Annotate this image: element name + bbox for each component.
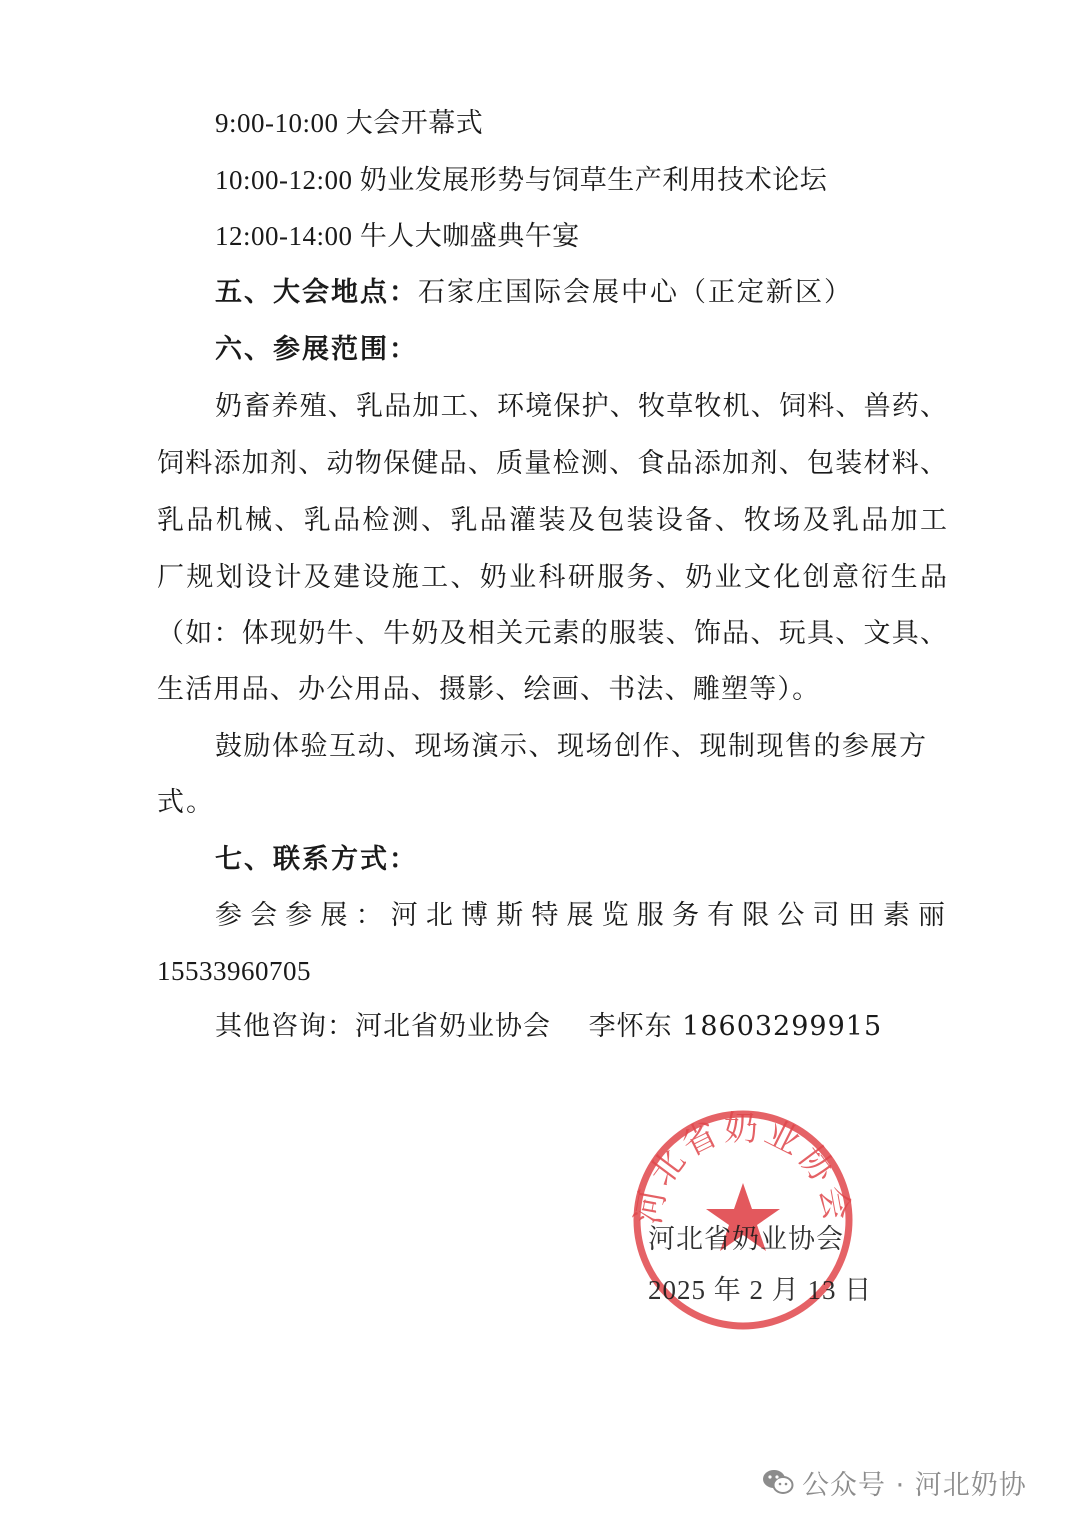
contact-other: 其他咨询：河北省奶业协会 李怀东 18603299915	[215, 1011, 883, 1042]
schedule-time: 9:00-10:00	[215, 108, 339, 138]
scope-line: 生活用品、办公用品、摄影、绘画、书法、雕塑等）。	[157, 674, 821, 705]
scope-line: 乳品机械、乳品检测、乳品灌装及包装设备、牧场及乳品加工	[157, 505, 947, 536]
encourage-line: 式。	[157, 787, 215, 818]
section-heading: 六、参展范围：	[215, 334, 418, 365]
signature-date: 2025 年 2 月 13 日	[648, 1275, 873, 1305]
contact-phone: 15533960705	[157, 956, 311, 986]
schedule-time: 10:00-12:00	[215, 165, 353, 195]
section-venue	[215, 273, 853, 313]
schedule-item	[215, 103, 483, 143]
contact-exhibit: 参会参展：河北博斯特展览服务有限公司田素丽	[215, 900, 945, 931]
encourage-line: 鼓励体验互动、现场演示、现场创作、现制现售的参展方	[215, 731, 928, 762]
schedule-item	[215, 160, 827, 200]
signature-org: 河北省奶业协会	[648, 1224, 844, 1255]
venue-text: 石家庄国际会展中心（正定新区）	[418, 277, 853, 308]
schedule-item	[215, 216, 580, 256]
schedule-event: 奶业发展形势与饲草生产利用技术论坛	[359, 165, 828, 195]
wechat-icon	[762, 1468, 794, 1496]
watermark-text: 公众号 · 河北奶协	[802, 1469, 1027, 1501]
section-heading: 七、联系方式：	[215, 844, 418, 875]
schedule-event: 大会开幕式	[345, 108, 484, 138]
section-heading: 五、大会地点：	[215, 277, 418, 308]
scope-line: 奶畜养殖、乳品加工、环境保护、牧草牧机、饲料、兽药、	[215, 391, 949, 422]
scope-line: 厂规划设计及建设施工、奶业科研服务、奶业文化创意衍生品	[157, 562, 947, 593]
schedule-event: 牛人大咖盛典午宴	[359, 221, 580, 251]
seal-text: 河北省奶业协会	[628, 1108, 858, 1228]
scope-line: 饲料添加剂、动物保健品、质量检测、食品添加剂、包装材料、	[157, 448, 947, 479]
scope-line: （如：体现奶牛、牛奶及相关元素的服装、饰品、玩具、文具、	[157, 618, 947, 649]
account-watermark	[762, 1462, 1027, 1502]
schedule-time: 12:00-14:00	[215, 221, 353, 251]
